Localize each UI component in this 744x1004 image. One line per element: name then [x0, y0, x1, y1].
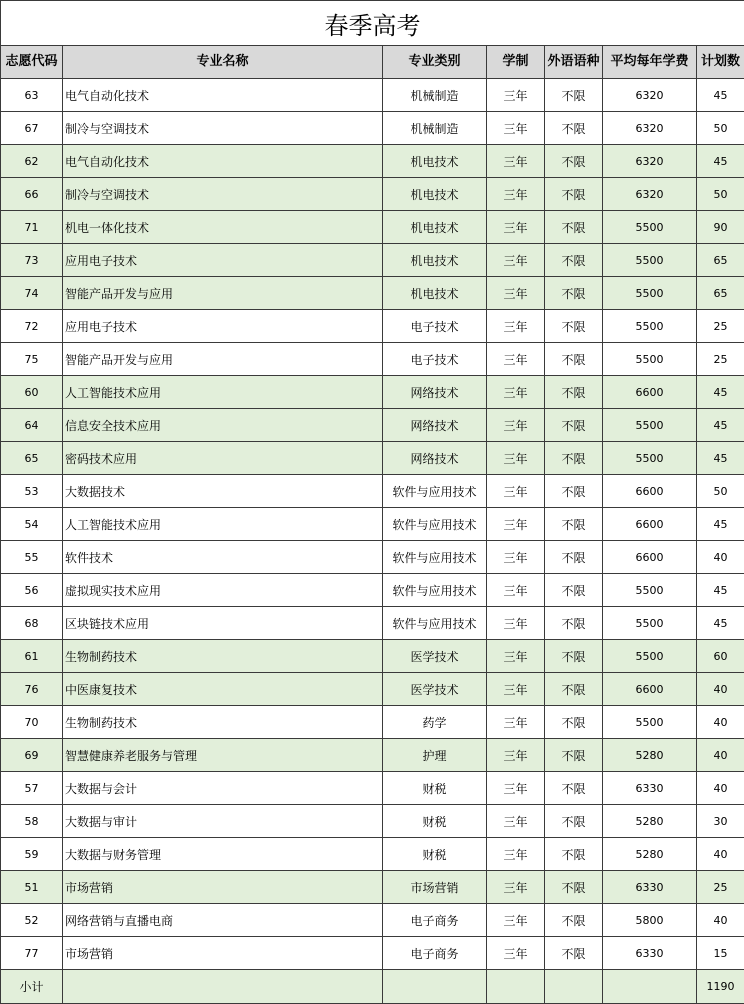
table-row: [1, 937, 744, 970]
header-plan: 计划数: [697, 46, 744, 79]
cell-language: 不限: [545, 904, 603, 937]
table-row: [1, 475, 744, 508]
subtotal-empty-cell: [603, 970, 697, 1004]
cell-plan: 45: [697, 376, 744, 409]
table-row: [1, 442, 744, 475]
cell-major-name: 大数据与会计: [63, 772, 383, 805]
cell-duration: 三年: [487, 640, 545, 673]
cell-language: 不限: [545, 937, 603, 970]
cell-fee: 6320: [603, 79, 697, 112]
subtotal-empty-cell: [487, 970, 545, 1004]
cell-duration: 三年: [487, 376, 545, 409]
cell-plan: 15: [697, 937, 744, 970]
cell-plan: 50: [697, 112, 744, 145]
cell-plan: 30: [697, 805, 744, 838]
cell-major-name: 大数据技术: [63, 475, 383, 508]
cell-fee: 6330: [603, 772, 697, 805]
cell-code: 60: [1, 376, 63, 409]
cell-duration: 三年: [487, 937, 545, 970]
cell-fee: 5280: [603, 739, 697, 772]
cell-category: 机械制造: [383, 112, 487, 145]
cell-plan: 45: [697, 574, 744, 607]
header-duration: 学制: [487, 46, 545, 79]
cell-category: 软件与应用技术: [383, 541, 487, 574]
cell-language: 不限: [545, 376, 603, 409]
cell-fee: 6600: [603, 541, 697, 574]
cell-plan: 45: [697, 145, 744, 178]
cell-plan: 50: [697, 475, 744, 508]
cell-fee: 6320: [603, 178, 697, 211]
table-row: [1, 574, 744, 607]
cell-fee: 6320: [603, 112, 697, 145]
table-row: [1, 541, 744, 574]
cell-language: 不限: [545, 244, 603, 277]
cell-plan: 25: [697, 871, 744, 904]
subtotal-label: 小计: [1, 970, 63, 1004]
cell-major-name: 人工智能技术应用: [63, 376, 383, 409]
table-row: [1, 838, 744, 871]
cell-major-name: 机电一体化技术: [63, 211, 383, 244]
cell-major-name: 电气自动化技术: [63, 79, 383, 112]
cell-duration: 三年: [487, 838, 545, 871]
cell-plan: 45: [697, 409, 744, 442]
cell-category: 药学: [383, 706, 487, 739]
cell-plan: 25: [697, 343, 744, 376]
cell-category: 网络技术: [383, 409, 487, 442]
cell-code: 63: [1, 79, 63, 112]
cell-code: 65: [1, 442, 63, 475]
cell-fee: 6600: [603, 673, 697, 706]
cell-language: 不限: [545, 541, 603, 574]
cell-major-name: 电气自动化技术: [63, 145, 383, 178]
cell-code: 69: [1, 739, 63, 772]
cell-code: 59: [1, 838, 63, 871]
cell-language: 不限: [545, 838, 603, 871]
cell-category: 软件与应用技术: [383, 574, 487, 607]
sheet-title: 春季高考: [1, 1, 744, 46]
cell-fee: 5280: [603, 805, 697, 838]
cell-major-name: 生物制药技术: [63, 706, 383, 739]
cell-category: 财税: [383, 838, 487, 871]
cell-fee: 5280: [603, 838, 697, 871]
cell-language: 不限: [545, 673, 603, 706]
cell-plan: 40: [697, 739, 744, 772]
cell-language: 不限: [545, 211, 603, 244]
cell-duration: 三年: [487, 145, 545, 178]
table-row: [1, 145, 744, 178]
cell-category: 电子商务: [383, 904, 487, 937]
cell-category: 机电技术: [383, 211, 487, 244]
table-row: [1, 376, 744, 409]
cell-duration: 三年: [487, 343, 545, 376]
cell-fee: 6320: [603, 145, 697, 178]
cell-duration: 三年: [487, 871, 545, 904]
cell-major-name: 智慧健康养老服务与管理: [63, 739, 383, 772]
table-row: [1, 739, 744, 772]
cell-language: 不限: [545, 475, 603, 508]
subtotal-empty-cell: [63, 970, 383, 1004]
cell-duration: 三年: [487, 211, 545, 244]
cell-category: 软件与应用技术: [383, 607, 487, 640]
cell-plan: 40: [697, 838, 744, 871]
cell-duration: 三年: [487, 112, 545, 145]
header-fee: 平均每年学费: [603, 46, 697, 79]
cell-plan: 65: [697, 277, 744, 310]
table-row: [1, 79, 744, 112]
cell-major-name: 生物制药技术: [63, 640, 383, 673]
cell-fee: 5800: [603, 904, 697, 937]
cell-fee: 5500: [603, 310, 697, 343]
table-row: [1, 772, 744, 805]
cell-language: 不限: [545, 739, 603, 772]
cell-duration: 三年: [487, 277, 545, 310]
cell-major-name: 大数据与财务管理: [63, 838, 383, 871]
cell-language: 不限: [545, 112, 603, 145]
cell-code: 75: [1, 343, 63, 376]
cell-code: 56: [1, 574, 63, 607]
cell-plan: 45: [697, 442, 744, 475]
cell-category: 机电技术: [383, 178, 487, 211]
table-row: [1, 112, 744, 145]
cell-duration: 三年: [487, 574, 545, 607]
cell-plan: 40: [697, 706, 744, 739]
cell-duration: 三年: [487, 178, 545, 211]
table-row: [1, 607, 744, 640]
cell-major-name: 虚拟现实技术应用: [63, 574, 383, 607]
cell-category: 机电技术: [383, 145, 487, 178]
cell-plan: 60: [697, 640, 744, 673]
cell-plan: 40: [697, 541, 744, 574]
cell-code: 57: [1, 772, 63, 805]
subtotal-empty-cell: [545, 970, 603, 1004]
cell-category: 网络技术: [383, 442, 487, 475]
cell-category: 机电技术: [383, 277, 487, 310]
table-row: [1, 673, 744, 706]
cell-category: 软件与应用技术: [383, 508, 487, 541]
cell-code: 55: [1, 541, 63, 574]
cell-major-name: 网络营销与直播电商: [63, 904, 383, 937]
cell-language: 不限: [545, 79, 603, 112]
cell-fee: 6600: [603, 376, 697, 409]
table-row: [1, 904, 744, 937]
cell-duration: 三年: [487, 79, 545, 112]
cell-code: 66: [1, 178, 63, 211]
header-major-name: 专业名称: [63, 46, 383, 79]
cell-language: 不限: [545, 310, 603, 343]
cell-fee: 6600: [603, 508, 697, 541]
cell-fee: 6330: [603, 937, 697, 970]
cell-fee: 5500: [603, 211, 697, 244]
cell-language: 不限: [545, 409, 603, 442]
cell-duration: 三年: [487, 541, 545, 574]
cell-fee: 5500: [603, 343, 697, 376]
cell-category: 护理: [383, 739, 487, 772]
cell-category: 电子商务: [383, 937, 487, 970]
cell-language: 不限: [545, 805, 603, 838]
cell-fee: 6600: [603, 475, 697, 508]
cell-major-name: 软件技术: [63, 541, 383, 574]
table-body: [1, 79, 744, 970]
cell-fee: 5500: [603, 442, 697, 475]
cell-code: 61: [1, 640, 63, 673]
table-row: [1, 211, 744, 244]
cell-code: 72: [1, 310, 63, 343]
cell-duration: 三年: [487, 706, 545, 739]
table-row: [1, 871, 744, 904]
cell-code: 74: [1, 277, 63, 310]
table-row: [1, 706, 744, 739]
cell-category: 财税: [383, 772, 487, 805]
cell-duration: 三年: [487, 739, 545, 772]
cell-language: 不限: [545, 574, 603, 607]
cell-language: 不限: [545, 145, 603, 178]
cell-code: 68: [1, 607, 63, 640]
cell-plan: 50: [697, 178, 744, 211]
cell-duration: 三年: [487, 442, 545, 475]
cell-category: 机械制造: [383, 79, 487, 112]
cell-language: 不限: [545, 508, 603, 541]
cell-plan: 40: [697, 673, 744, 706]
cell-duration: 三年: [487, 409, 545, 442]
cell-plan: 65: [697, 244, 744, 277]
cell-plan: 45: [697, 508, 744, 541]
header-row: [1, 46, 744, 79]
cell-major-name: 制冷与空调技术: [63, 178, 383, 211]
cell-plan: 25: [697, 310, 744, 343]
cell-language: 不限: [545, 706, 603, 739]
cell-major-name: 中医康复技术: [63, 673, 383, 706]
header-category: 专业类别: [383, 46, 487, 79]
cell-category: 市场营销: [383, 871, 487, 904]
table-row: [1, 277, 744, 310]
cell-category: 财税: [383, 805, 487, 838]
cell-duration: 三年: [487, 805, 545, 838]
cell-code: 53: [1, 475, 63, 508]
cell-major-name: 智能产品开发与应用: [63, 343, 383, 376]
cell-fee: 5500: [603, 244, 697, 277]
cell-major-name: 应用电子技术: [63, 310, 383, 343]
cell-duration: 三年: [487, 607, 545, 640]
cell-major-name: 市场营销: [63, 937, 383, 970]
cell-major-name: 大数据与审计: [63, 805, 383, 838]
cell-code: 64: [1, 409, 63, 442]
table-row: [1, 640, 744, 673]
table-row: [1, 409, 744, 442]
cell-code: 54: [1, 508, 63, 541]
cell-duration: 三年: [487, 310, 545, 343]
cell-duration: 三年: [487, 772, 545, 805]
cell-fee: 5500: [603, 409, 697, 442]
cell-code: 51: [1, 871, 63, 904]
cell-category: 电子技术: [383, 310, 487, 343]
table-row: [1, 343, 744, 376]
cell-category: 软件与应用技术: [383, 475, 487, 508]
cell-code: 58: [1, 805, 63, 838]
table-row: [1, 244, 744, 277]
subtotal-empty-cell: [383, 970, 487, 1004]
cell-major-name: 市场营销: [63, 871, 383, 904]
cell-code: 70: [1, 706, 63, 739]
header-code: 志愿代码: [1, 46, 63, 79]
cell-fee: 5500: [603, 277, 697, 310]
table-row: [1, 178, 744, 211]
cell-plan: 90: [697, 211, 744, 244]
cell-category: 医学技术: [383, 640, 487, 673]
cell-language: 不限: [545, 607, 603, 640]
cell-language: 不限: [545, 178, 603, 211]
table-row: [1, 310, 744, 343]
cell-plan: 40: [697, 772, 744, 805]
cell-code: 52: [1, 904, 63, 937]
cell-duration: 三年: [487, 508, 545, 541]
cell-duration: 三年: [487, 475, 545, 508]
cell-category: 机电技术: [383, 244, 487, 277]
table-row: [1, 805, 744, 838]
subtotal-plan: 1190: [697, 970, 744, 1004]
cell-major-name: 区块链技术应用: [63, 607, 383, 640]
cell-code: 73: [1, 244, 63, 277]
cell-language: 不限: [545, 772, 603, 805]
header-language: 外语语种: [545, 46, 603, 79]
cell-code: 76: [1, 673, 63, 706]
cell-major-name: 信息安全技术应用: [63, 409, 383, 442]
cell-plan: 40: [697, 904, 744, 937]
cell-major-name: 制冷与空调技术: [63, 112, 383, 145]
cell-major-name: 密码技术应用: [63, 442, 383, 475]
cell-category: 网络技术: [383, 376, 487, 409]
cell-major-name: 应用电子技术: [63, 244, 383, 277]
cell-code: 71: [1, 211, 63, 244]
cell-fee: 5500: [603, 607, 697, 640]
subtotal-row: [1, 970, 744, 1004]
cell-fee: 6330: [603, 871, 697, 904]
cell-code: 77: [1, 937, 63, 970]
cell-duration: 三年: [487, 673, 545, 706]
cell-major-name: 智能产品开发与应用: [63, 277, 383, 310]
cell-category: 电子技术: [383, 343, 487, 376]
cell-fee: 5500: [603, 640, 697, 673]
cell-code: 67: [1, 112, 63, 145]
cell-duration: 三年: [487, 904, 545, 937]
cell-fee: 5500: [603, 706, 697, 739]
cell-language: 不限: [545, 871, 603, 904]
cell-duration: 三年: [487, 244, 545, 277]
cell-plan: 45: [697, 607, 744, 640]
cell-language: 不限: [545, 343, 603, 376]
cell-category: 医学技术: [383, 673, 487, 706]
cell-code: 62: [1, 145, 63, 178]
cell-language: 不限: [545, 277, 603, 310]
cell-major-name: 人工智能技术应用: [63, 508, 383, 541]
cell-language: 不限: [545, 442, 603, 475]
table-row: [1, 508, 744, 541]
cell-plan: 45: [697, 79, 744, 112]
cell-fee: 5500: [603, 574, 697, 607]
cell-language: 不限: [545, 640, 603, 673]
